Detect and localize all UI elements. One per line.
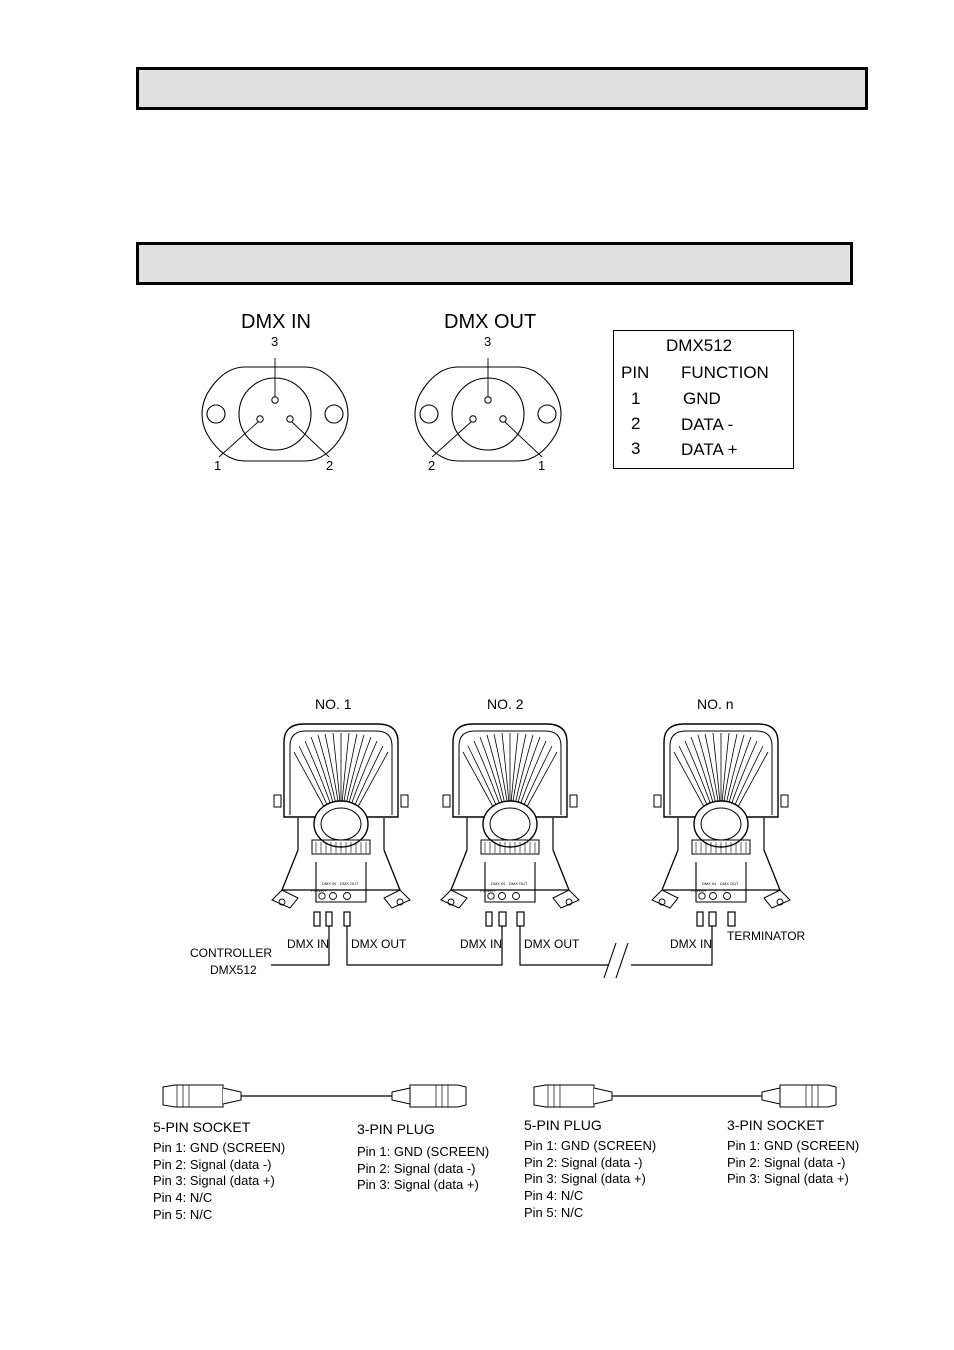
- panel-label-in: DMX IN: [702, 881, 716, 886]
- panel-label-out: DMX OUT: [340, 881, 359, 886]
- dmx-in-pin-right: 2: [326, 458, 334, 473]
- dmx-in-label-2: DMX IN: [460, 937, 502, 951]
- cable-5pin-plug: [534, 1085, 612, 1107]
- pin-table-row-pin: 3: [631, 439, 641, 458]
- pin-table-header-pin: PIN: [621, 363, 650, 382]
- pin-line: Pin 1: GND (SCREEN): [524, 1138, 657, 1153]
- cable-5pin-socket: [163, 1085, 241, 1107]
- pin-line: Pin 4: N/C: [524, 1188, 584, 1204]
- dmx-in-title: DMX IN: [241, 311, 311, 333]
- pin-table-title: DMX512: [666, 336, 733, 355]
- pin-line: Pin 3: Signal (data +): [727, 1171, 849, 1187]
- cable-break-mark: [604, 943, 616, 978]
- dmx-in-label-1: DMX IN: [287, 937, 329, 951]
- pin-line: Pin 2: Signal (data -): [357, 1160, 476, 1176]
- cable-break-mark: [616, 943, 628, 978]
- pin-line: Pin 3: Signal (data +): [153, 1173, 275, 1189]
- pin-line: Pin 5: N/C: [153, 1206, 213, 1222]
- panel-label-out: DMX OUT: [509, 881, 528, 886]
- cable-right-a-pins: [524, 1138, 656, 1222]
- cable-right-b-name: 3-PIN SOCKET: [727, 1117, 825, 1133]
- pin-line: Pin 1: GND (SCREEN): [357, 1144, 490, 1159]
- dmx-out-label-2: DMX OUT: [524, 937, 580, 951]
- panel-label-out: DMX OUT: [720, 881, 739, 886]
- cable-left-a-pins: [153, 1140, 285, 1224]
- pin-line: Pin 2: Signal (data -): [153, 1156, 272, 1172]
- pin-table-row-pin: 1: [631, 389, 641, 408]
- unit-label-2: NO. 2: [487, 696, 524, 712]
- pin-line: Pin 3: Signal (data +): [357, 1177, 479, 1193]
- dmx-in-pin-top: 3: [271, 334, 279, 349]
- dmx-wiring: [271, 912, 735, 965]
- pin-table-row-pin: 2: [631, 414, 641, 433]
- cable-left-b-name: 3-PIN PLUG: [357, 1121, 435, 1137]
- dmx-out-connector: [415, 358, 561, 461]
- dmx-out-pin-left: 2: [428, 458, 436, 473]
- pin-line: Pin 3: Signal (data +): [524, 1171, 646, 1187]
- pin-line: Pin 5: N/C: [524, 1204, 584, 1220]
- dmx-in-label-n: DMX IN: [670, 937, 712, 951]
- panel-label-in: DMX IN: [322, 881, 336, 886]
- panel-label-in: DMX IN: [491, 881, 505, 886]
- cable-right-b-pins: [727, 1138, 859, 1188]
- pin-table-row-function: GND: [683, 389, 721, 408]
- unit-label-1: NO. 1: [315, 696, 352, 712]
- pin-table-header-function: FUNCTION: [681, 363, 769, 382]
- controller-label-line2: DMX512: [210, 963, 257, 977]
- pin-table-row-function: DATA -: [681, 415, 734, 434]
- panel-label-power: POWER: [311, 888, 327, 893]
- cable-3pin-plug: [392, 1085, 466, 1107]
- dmx-in-pin-left: 1: [214, 458, 222, 473]
- cable-left-b-pins: [357, 1144, 489, 1194]
- dmx-in-connector: [202, 358, 348, 461]
- cable-3pin-socket: [762, 1085, 836, 1107]
- panel-label-power: POWER: [691, 888, 707, 893]
- cable-left-a-name: 5-PIN SOCKET: [153, 1119, 251, 1135]
- pin-line: Pin 4: N/C: [153, 1190, 213, 1206]
- cable-right-a-name: 5-PIN PLUG: [524, 1117, 602, 1133]
- dmx-out-title: DMX OUT: [444, 311, 537, 333]
- terminator-label: TERMINATOR: [727, 929, 806, 943]
- panel-label-power: POWER: [480, 888, 496, 893]
- pin-line: Pin 2: Signal (data -): [727, 1154, 846, 1170]
- pin-line: Pin 1: GND (SCREEN): [153, 1140, 286, 1155]
- pin-line: Pin 1: GND (SCREEN): [727, 1138, 860, 1153]
- dmx-out-pin-top: 3: [484, 334, 492, 349]
- dmx-out-pin-right: 1: [538, 458, 546, 473]
- unit-label-n: NO. n: [697, 696, 734, 712]
- pin-line: Pin 2: Signal (data -): [524, 1154, 643, 1170]
- controller-label-line1: CONTROLLER: [190, 946, 273, 960]
- pin-table-row-function: DATA +: [681, 440, 738, 459]
- dmx-out-label-1: DMX OUT: [351, 937, 407, 951]
